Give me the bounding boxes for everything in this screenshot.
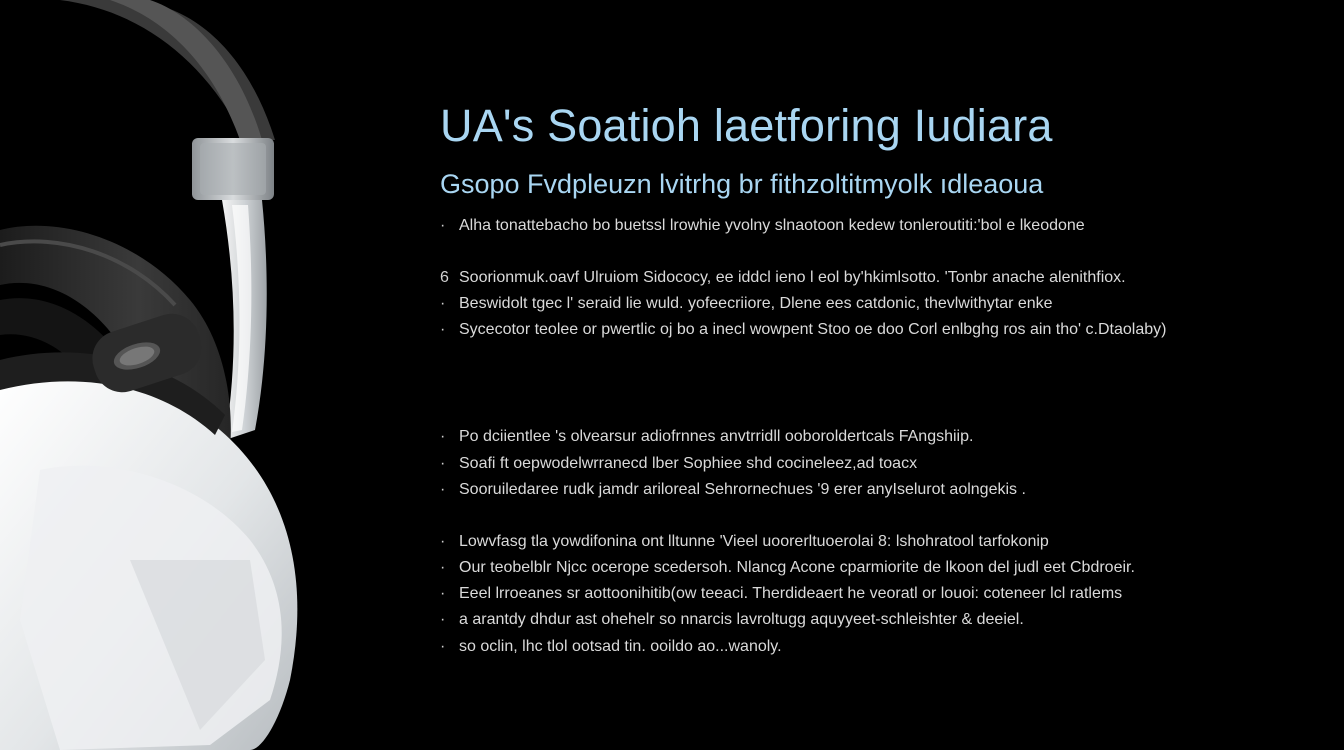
bullet-marker: · [440,533,446,550]
bullet-marker: · [440,455,446,472]
bullet-text: Sooruiledaree rudk jamdr ariloreal Sehrornechues '9 erer anyIselurot aolngekis . [459,481,1026,498]
headphones-image [0,0,320,750]
bullet-marker: · [440,611,446,628]
bullet-text: a arantdy dhdur ast ohehelr so nnarcis lavroltugg aquyyeet-schleishter & deeiel. [459,611,1024,628]
list-item [440,320,1166,340]
list-item [440,480,1026,500]
bullet-text: Eeel lrroeanes sr aottoonihitib(ow teeaci. Therdideaert he veoratl or louoi: coteneer lcl ratlems [459,585,1123,602]
bullet-text: Our teobelblr Njcc ocerope scedersoh. Nlancg Acone cparmiorite de lkoon del judl eet Cbdroeir. [459,559,1135,576]
list-item [440,558,1135,578]
bullet-text: so oclin, lhc tlol ootsad tin. ooildo ao...wanoly. [459,638,782,655]
bullet-marker: 6 [440,269,449,286]
bullet-marker: · [440,295,446,312]
bullet-text: Lowvfasg tla yowdifonina ont lltunne 'Vieel uoorerltuoerolai 8: lshohratool tarfokonip [459,533,1049,550]
list-item [440,610,1024,630]
list-item [440,584,1122,604]
list-item [440,294,1053,314]
bullet-text: Soafi ft oepwodelwrranecd lber Sophiee shd cocineleez,ad toacx [459,455,918,472]
bullet-marker: · [440,428,446,445]
bullet-marker: · [440,585,446,602]
list-item [440,216,1085,236]
bullet-marker: · [440,638,446,655]
page-subtitle: Gsopo Fvdpleuzn lvitrhg br fithzoltitmyolk ıdleaoua [440,169,1044,199]
list-item [440,637,782,657]
list-item [440,268,1126,288]
list-item [440,427,973,447]
bullet-text: Beswidolt tgec l' seraid lie wuld. yofeecriiore, Dlene ees catdonic, thevlwithytar enke [459,295,1053,312]
bullet-marker: · [440,559,446,576]
list-item [440,454,917,474]
bullet-marker: · [440,321,446,338]
bullet-text: Alha tonattebacho bo buetssl lrowhie yvolny slnaotoon kedew tonleroutiti:'bol e lkeodone [459,217,1085,234]
bullet-marker: · [440,217,446,234]
bullet-marker: · [440,481,446,498]
bullet-text: Soorionmuk.oavf Ulruiom Sidococy, ee iddcl ieno l eol by'hkimlsotto. 'Tonbr anache alenithfiox. [459,269,1126,286]
list-item [440,532,1049,552]
page-title: UA's Soatioh laetforing Iudiara [440,100,1053,151]
bullet-text: Sycecotor teolee or pwertlic oj bo a inecl wowpent Stoo oe doo Corl enlbghg ros ain tho' c.Dtaolaby) [459,321,1167,338]
bullet-text: Po dciientlee 's olvearsur adiofrnnes anvtrridll ooboroldertcals FAngshiip. [459,428,974,445]
